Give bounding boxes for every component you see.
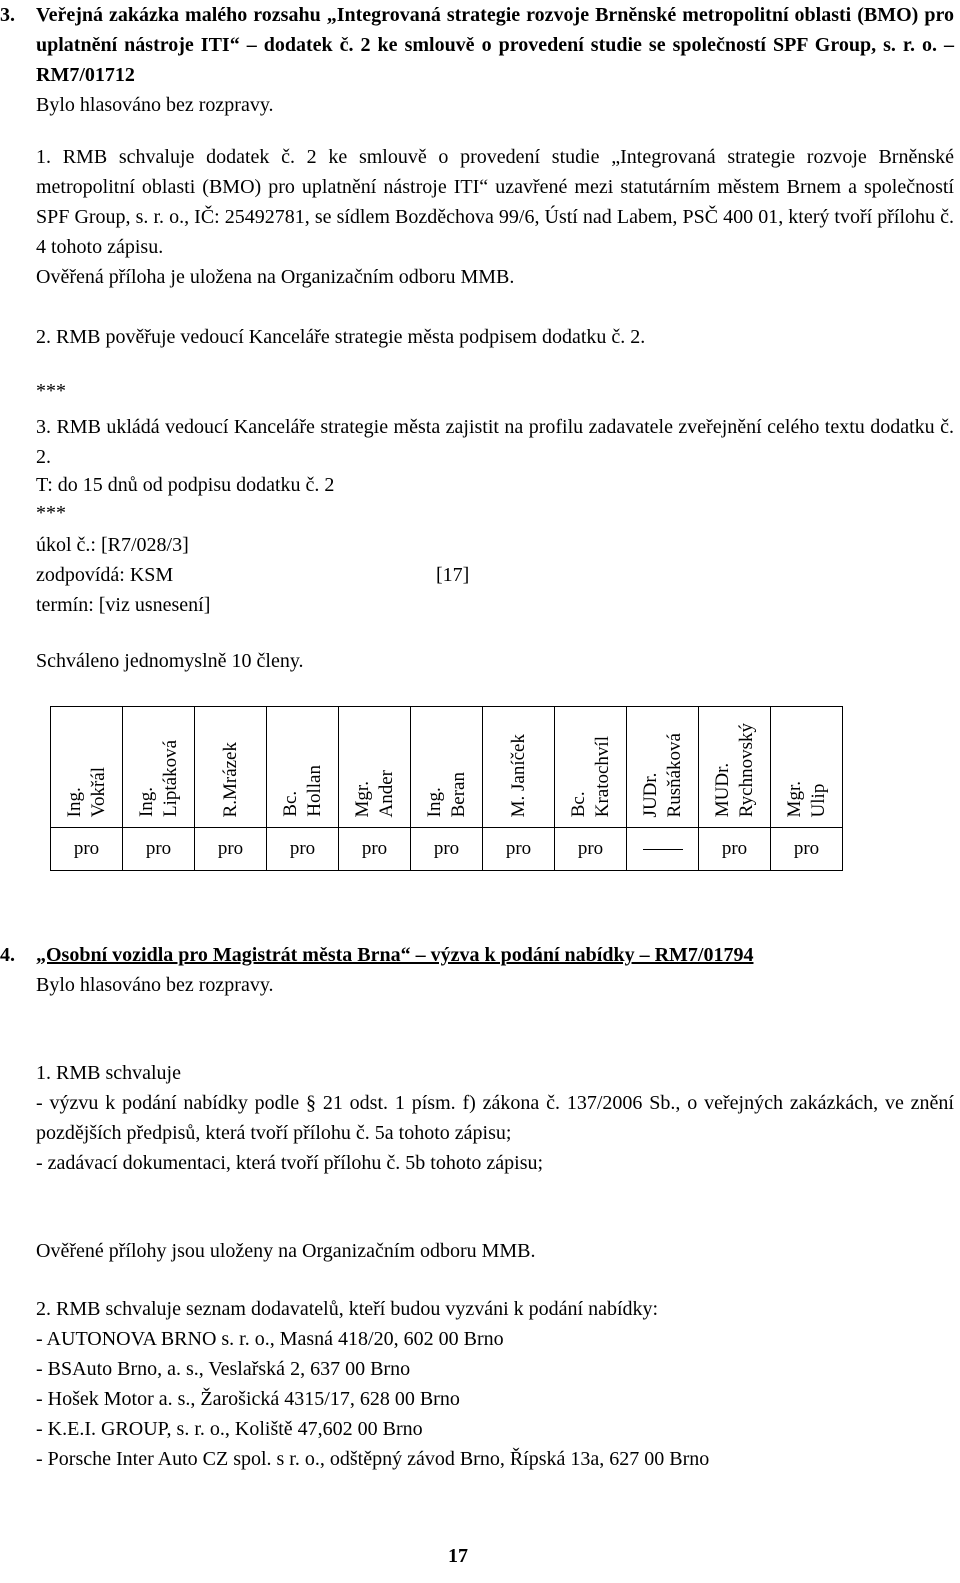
member-name: Ing. Beran	[423, 771, 469, 817]
section-3-item-1	[36, 142, 954, 292]
supplier-item: - AUTONOVA BRNO s. r. o., Masná 418/20, 602 00 Brno	[36, 1328, 504, 1350]
member-name: MUDr. Rychnovský	[711, 722, 757, 817]
vote-table-values-row	[51, 828, 843, 871]
section-3-vote-note: Bylo hlasováno bez rozpravy.	[36, 94, 274, 116]
vote-value: pro	[51, 828, 123, 871]
dash-mark	[643, 849, 683, 850]
member-cell	[699, 707, 771, 828]
vote-value: pro	[195, 828, 267, 871]
responsible-line	[36, 560, 954, 590]
section-3-title: Veřejná zakázka malého rozsahu „Integrovaná strategie rozvoje Brněnské metropolitní oblasti (BMO) pro uplatnění nástroje ITI“ – dodatek č. 2 ke smlouvě o provedení studie se společností SPF Group, s. r. o. – RM7/01712	[36, 4, 954, 86]
member-name: JUDr. Rusňáková	[639, 732, 685, 817]
member-name: Mgr. Ulip	[783, 780, 829, 817]
member-cell	[51, 707, 123, 828]
supplier-item: - K.E.I. GROUP, s. r. o., Koliště 47,602 00 Brno	[36, 1418, 423, 1440]
member-name: Ing. Vokřál	[63, 766, 109, 817]
term: termín: [viz usnesení]	[36, 594, 211, 616]
section-4-item-1-b: - zadávací dokumentaci, která tvoří přílohu č. 5b tohoto zápisu;	[36, 1152, 544, 1174]
supplier-item: - BSAuto Brno, a. s., Veslařská 2, 637 00 Brno	[36, 1358, 411, 1380]
vote-value: pro	[483, 828, 555, 871]
task-number: úkol č.: [R7/028/3]	[36, 534, 189, 556]
section-3-item-3: 3. RMB ukládá vedoucí Kanceláře strategie města zajistit na profilu zadavatele zveřejnění celého textu dodatku č. 2.	[36, 416, 954, 468]
member-cell	[195, 707, 267, 828]
section-4-item-1	[36, 1058, 954, 1178]
member-cell	[771, 707, 843, 828]
section-4-item-2-text: 2. RMB schvaluje seznam dodavatelů, kteří budou vyzváni k podání nabídky:	[36, 1298, 659, 1320]
section-4-heading	[0, 940, 954, 970]
section-4-item-1-text: 1. RMB schvaluje	[36, 1062, 181, 1084]
member-name: R.Mrázek	[219, 741, 241, 817]
vote-value: pro	[267, 828, 339, 871]
section-3-heading	[0, 0, 954, 90]
stars-separator: ***	[36, 380, 66, 402]
member-name: Bc. Kratochvíl	[567, 735, 613, 817]
section-4-item-1-note: Ověřené přílohy jsou uloženy na Organizačním odboru MMB.	[36, 1240, 536, 1262]
deadline: T: do 15 dnů od podpisu dodatku č. 2	[36, 474, 335, 496]
vote-table	[50, 706, 843, 871]
vote-table-names-row	[51, 707, 843, 828]
member-name: Ing. Liptáková	[135, 739, 181, 817]
member-cell	[483, 707, 555, 828]
stars-separator: ***	[36, 502, 66, 524]
member-cell	[267, 707, 339, 828]
vote-value: pro	[699, 828, 771, 871]
vote-value: pro	[123, 828, 195, 871]
responsible: zodpovídá: KSM	[36, 564, 174, 586]
member-cell	[339, 707, 411, 828]
member-name: Mgr. Ander	[351, 769, 397, 817]
member-cell	[555, 707, 627, 828]
vote-value: pro	[339, 828, 411, 871]
section-4	[0, 940, 954, 1000]
section-4-title: „Osobní vozidla pro Magistrát města Brna“ – výzva k podání nabídky – RM7/01794	[36, 944, 754, 966]
section-3-item-2: 2. RMB pověřuje vedoucí Kanceláře strategie města podpisem dodatku č. 2.	[36, 326, 646, 348]
page-number: 17	[448, 1545, 468, 1567]
member-cell	[123, 707, 195, 828]
section-4-item-1-a: - výzvu k podání nabídky podle § 21 odst. 1 písm. f) zákona č. 137/2006 Sb., o veřejných zakázkách, ve znění pozdějších předpisů, která tvoří přílohu č. 5a tohoto zápisu;	[36, 1092, 954, 1144]
vote-value: pro	[411, 828, 483, 871]
vote-value: pro	[555, 828, 627, 871]
responsible-ref: [17]	[436, 564, 470, 586]
supplier-item: - Porsche Inter Auto CZ spol. s r. o., odštěpný závod Brno, Řípská 13a, 627 00 Brno	[36, 1448, 710, 1470]
vote-value-absent	[627, 828, 699, 871]
supplier-item: - Hošek Motor a. s., Žarošická 4315/17, 628 00 Brno	[36, 1388, 460, 1410]
vote-value: pro	[771, 828, 843, 871]
section-4-number: 4.	[0, 944, 15, 966]
section-4-item-2	[36, 1294, 954, 1474]
section-3	[0, 0, 954, 120]
member-cell	[411, 707, 483, 828]
section-3-number: 3.	[0, 4, 15, 26]
section-3-item-1-note: Ověřená příloha je uložena na Organizačním odboru MMB.	[36, 266, 515, 288]
section-3-item-1-text: 1. RMB schvaluje dodatek č. 2 ke smlouvě o provedení studie „Integrovaná strategie rozvoje Brněnské metropolitní oblasti (BMO) pro uplatnění nástroje ITI“ uzavřené mezi statutárním městem Brnem a společností SPF Group, s. r. o., IČ: 25492781, se sídlem Bozděchova 99/6, Ústí nad Labem, PSČ 400 01, který tvoří přílohu č. 4 tohoto zápisu.	[36, 146, 954, 258]
member-cell	[627, 707, 699, 828]
member-name: Bc. Hollan	[279, 765, 325, 817]
approval-note: Schváleno jednomyslně 10 členy.	[36, 650, 304, 672]
section-4-vote-note: Bylo hlasováno bez rozpravy.	[36, 974, 274, 996]
member-name: M. Janíček	[507, 733, 529, 817]
